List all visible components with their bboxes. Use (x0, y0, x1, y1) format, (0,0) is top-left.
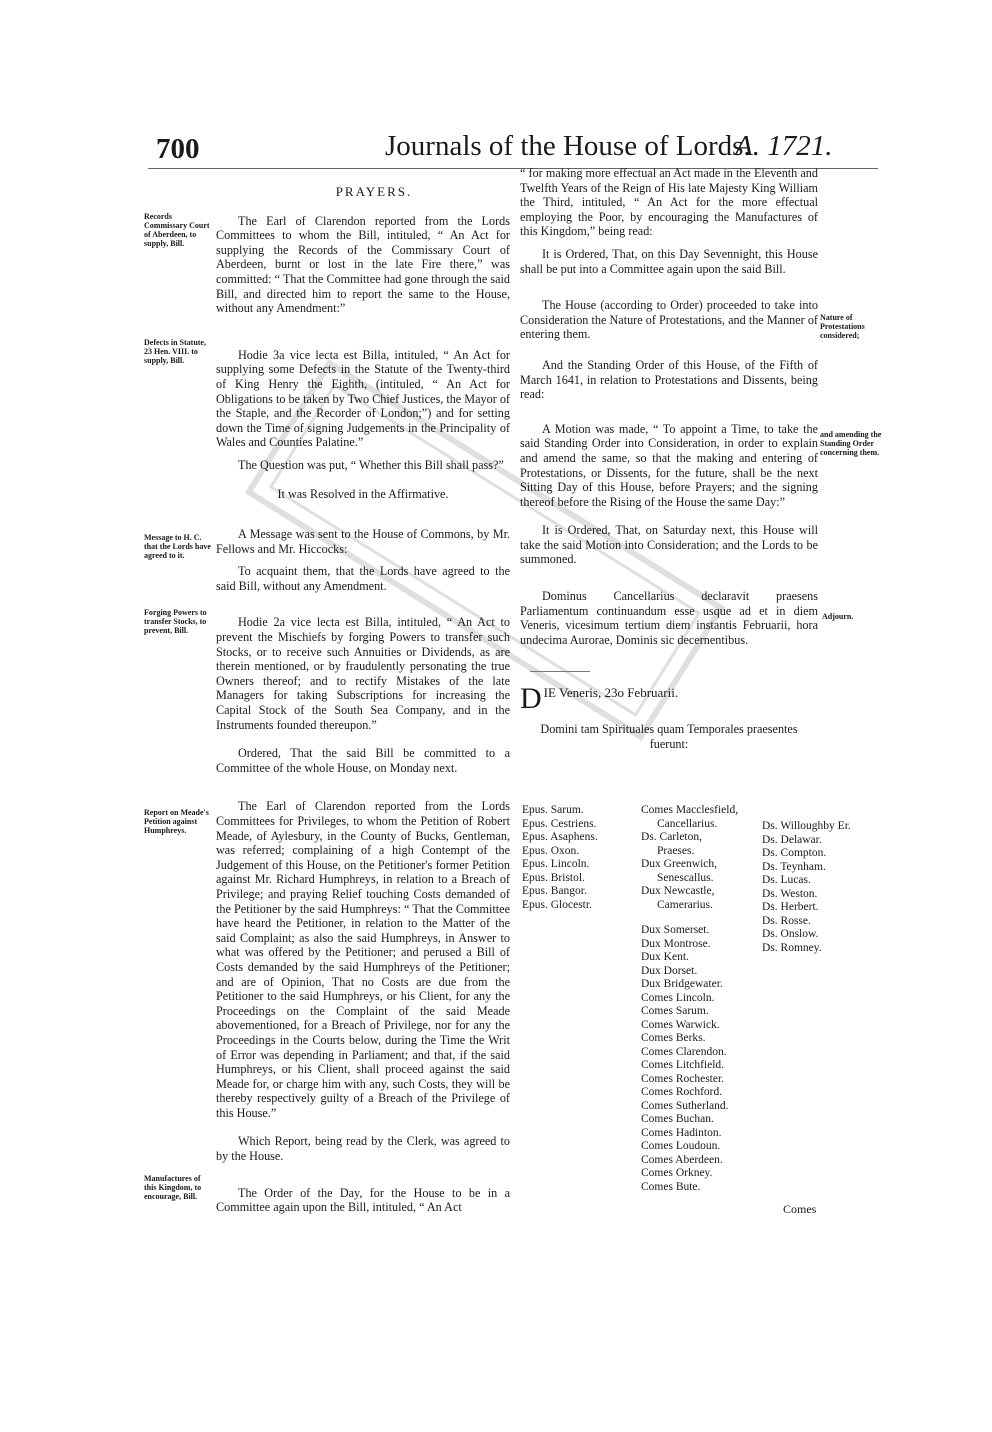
list-item: Comes Bute. (641, 1180, 701, 1193)
page-number: 700 (156, 133, 200, 165)
list-item: Dux Dorset. (641, 964, 698, 977)
side-note-aberdeen: Records Commissary Court of Aberdeen, to supply, Bill. (144, 212, 210, 248)
list-item: Dux Montrose. (641, 937, 711, 950)
list-item: Dux Newcastle, (641, 885, 715, 897)
list-item: Comes Rochford. (641, 1086, 723, 1098)
left-column (216, 185, 510, 1229)
paragraph: The House (according to Order) proceeded to take into Consideration the Nature of Protestations, and the Manner of entering them. (520, 298, 818, 342)
day-heading (520, 686, 818, 712)
side-note-message: Message to H. C. that the Lords have agreed to it. (144, 533, 211, 560)
list-item: Comes Rochester. (641, 1072, 725, 1085)
paragraph: The Earl of Clarendon reported from the Lords Committees to whom the Bill, intituled, “ An Act for supplying the Records of the Commissary Court of Aberdeen, burnt or lost in the late Fire there,” was committed: “ That the Committee had gone through the said Bill, and directed him to report the same to the House, without any Amendment:” (216, 213, 510, 316)
list-item: Ds. Carleton, (641, 831, 703, 843)
list-item: Epus. Lincoln. (522, 858, 590, 870)
paragraph: Which Report, being read by the Clerk, was agreed to by the House. (216, 1134, 510, 1164)
paragraph: Ordered, That the said Bill be committed to a Committee of the whole House, on Monday next. (216, 746, 510, 775)
paragraph: A Message was sent to the House of Commons, by Mr. Fellows and Mr. Hiccocks: (216, 527, 510, 556)
paragraph: “ for making more effectual an Act made in the Eleventh and Twelfth Years of the Reign of His late Majesty King William the Third, intituled, “ An Act for the more effectual employing the Poor, by encouraging the Manufactures of this Kingdom,” being read: (520, 166, 818, 239)
paragraph: It was Resolved in the Affirmative. (277, 486, 449, 501)
list-item: Ds. Teynham. (762, 860, 826, 873)
prayers-heading: PRAYERS. (335, 184, 413, 199)
list-item: Comes Clarendon. (641, 1045, 727, 1058)
list-item: Epus. Oxon. (522, 844, 580, 857)
drop-cap: D (520, 686, 542, 713)
list-item: Dux Bridgewater. (641, 978, 723, 990)
paragraph: It is Ordered, That, on Saturday next, this House will take the said Motion into Consideration; and the Lords to be summoned. (520, 523, 818, 567)
side-note-adjourn: Adjourn. (822, 612, 854, 621)
list-item: Praeses. (657, 844, 695, 857)
list-item: Comes Hadinton. (641, 1126, 722, 1139)
list-item: Dux Kent. (641, 951, 689, 963)
list-item: Ds. Herbert. (762, 901, 819, 913)
year-heading: A. 1721. (735, 130, 833, 162)
running-head: Journals of the House of Lords. (385, 130, 751, 162)
right-column (520, 166, 818, 758)
list-item: Ds. Romney. (762, 941, 822, 954)
paragraph: Hodie 3a vice lecta est Billa, intituled, “ An Act for supplying some Defects in the Statute of the Twenty-third of King Henry the Eighth, (intituled, “ An Act for Obligations to be taken by Two Chief Justices, the Mayor of the Staple, and the Recorder of London;”) and for setting down the Time of signing Judgements in the Principality of Wales and Counties Palatine.” (216, 347, 510, 450)
dukes-earls-list (641, 924, 729, 1194)
paragraph: The Order of the Day, for the House to be in a Committee again upon the Bill, intituled, “ An Act (216, 1185, 510, 1215)
side-note-standing-order: and amending the Standing Order concerning them. (820, 430, 882, 457)
list-item: Comes Sarum. (641, 1005, 709, 1017)
list-item: Epus. Asaphens. (522, 831, 598, 843)
side-note-forging: Forging Powers to transfer Stocks, to prevent, Bill. (144, 608, 207, 635)
list-item: Ds. Compton. (762, 847, 827, 859)
separator-rule (530, 671, 590, 672)
side-note-defects: Defects in Statute, 23 Hen. VIII. to supply, Bill. (144, 338, 206, 365)
list-item: Epus. Glocestr. (522, 898, 592, 911)
list-item: Comes Berks. (641, 1032, 706, 1044)
list-item: Dux Somerset. (641, 924, 710, 936)
list-item: Comes Aberdeen. (641, 1153, 723, 1166)
list-item: Comes Warwick. (641, 1018, 720, 1031)
paragraph: Hodie 2a vice lecta est Billa, intituled, “ An Act to prevent the Mischiefs by forging Powers to transfer such Stocks, or to receive such Annuities or Dividends, as are therein mentioned, or by fraudulently personating the true Owners thereof; and to rectify Mistakes of the late Managers for taking Subscriptions for increasing the Capital Stock of the South Sea Company, and in the Instruments founded thereupon.” (216, 615, 510, 732)
paragraph: It is Ordered, That, on this Day Sevennight, this House shall be put into a Committee again upon the said Bill. (520, 246, 818, 276)
list-item: Dux Greenwich, (641, 858, 718, 870)
paragraph: To acquaint them, that the Lords have agreed to the said Bill, without any Amendment. (216, 564, 510, 593)
paragraph: A Motion was made, “ To appoint a Time, to take the said Standing Order into Consideration, in order to explain and amend the same, so that the making and entering of Protestations, or Dissents, for the future, shall be the next Sitting Day of this House, before Prayers; and the signing thereof before the Rising of the House the same Day:” (520, 421, 818, 509)
barons-list (762, 820, 851, 955)
list-item: Camerarius. (657, 898, 713, 911)
side-note-protestations: Nature of Protestations considered; (820, 313, 865, 340)
catchword: Comes (783, 1202, 817, 1216)
paragraph: The Earl of Clarendon reported from the Lords Committees for Privileges, to whom the Petition of Robert Meade, of Aylesbury, in the County of Bucks, Gentleman, was referred; complaining of a high Contempt of the Judgement of this House, on the Petitioner's former Petition against Mr. Richard Humphreys, in relation to a Breach of Privilege; and praying Relief touching Costs demanded of the Petitioner by the said Humphreys: “ That the Committee have heard the Petitioner, in relation to the Matter of the said Complaint; as also the said Humphreys, in Answer to what was offered by the Petitioner; and perused a Bill of Costs demanded by the said Humphreys of the Petitioner; and are of Opinion, That no Costs are due from the Petitioner to the said Humphreys, or his Client, for any the Proceedings on the Complaint of the said Meade abovementioned, for a Breach of Privilege, nor for any the Proceedings in the Courts below, during the Time the Writ of Error was depending in Parliament; and that, if the said Humphreys, or his Client, shall proceed against the said Meade for, or charge him with any, such Costs, they will be thereby respectively guilty of a Breach of the Privilege of this House.” (216, 799, 510, 1120)
list-item: Epus. Sarum. (522, 804, 584, 816)
paragraph: Dominus Cancellarius declaravit praesens Parliamentum continuandum esse usque ad et in diem Veneris, vicesimum tertium diem instantis Februarii, hora undecima Aurorae, Dominis sic decernentibus. (520, 589, 818, 647)
list-item: Comes Macclesfield, (641, 804, 739, 816)
list-item: Comes Litchfield. (641, 1059, 725, 1071)
list-item: Epus. Bristol. (522, 871, 585, 884)
list-item: Ds. Delawar. (762, 833, 822, 846)
list-item: Epus. Cestriens. (522, 817, 597, 830)
list-item: Ds. Rosse. (762, 914, 811, 927)
list-item: Cancellarius. (657, 817, 718, 830)
side-note-report-meade: Report on Meade's Petition against Humphreys. (144, 808, 209, 835)
side-note-manufactures: Manufactures of this Kingdom, to encourage, Bill. (144, 1174, 202, 1201)
list-item: Comes Lincoln. (641, 991, 715, 1004)
paragraph: The Question was put, “ Whether this Bill shall pass?” (238, 457, 504, 472)
list-item: Ds. Weston. (762, 887, 818, 900)
officers-list (641, 804, 738, 912)
list-item: Ds. Lucas. (762, 874, 811, 886)
list-item: Ds. Onslow. (762, 928, 819, 940)
present-heading: Domini tam Spirituales quam Temporales praesentes fuerunt: (540, 722, 798, 752)
list-item: Comes Loudoun. (641, 1140, 721, 1152)
list-item: Comes Sutherland. (641, 1099, 729, 1112)
list-item: Epus. Bangor. (522, 885, 587, 897)
list-item: Comes Orkney. (641, 1167, 713, 1179)
list-item: Ds. Willoughby Er. (762, 820, 851, 832)
paragraph: And the Standing Order of this House, of the Fifth of March 1641, in relation to Protestations and Dissents, being read: (520, 357, 818, 402)
list-item: Senescallus. (657, 871, 714, 884)
day-heading-text: IE Veneris, 23o Februarii. (543, 686, 679, 701)
bishops-list (522, 804, 598, 912)
list-item: Comes Buchan. (641, 1113, 714, 1125)
